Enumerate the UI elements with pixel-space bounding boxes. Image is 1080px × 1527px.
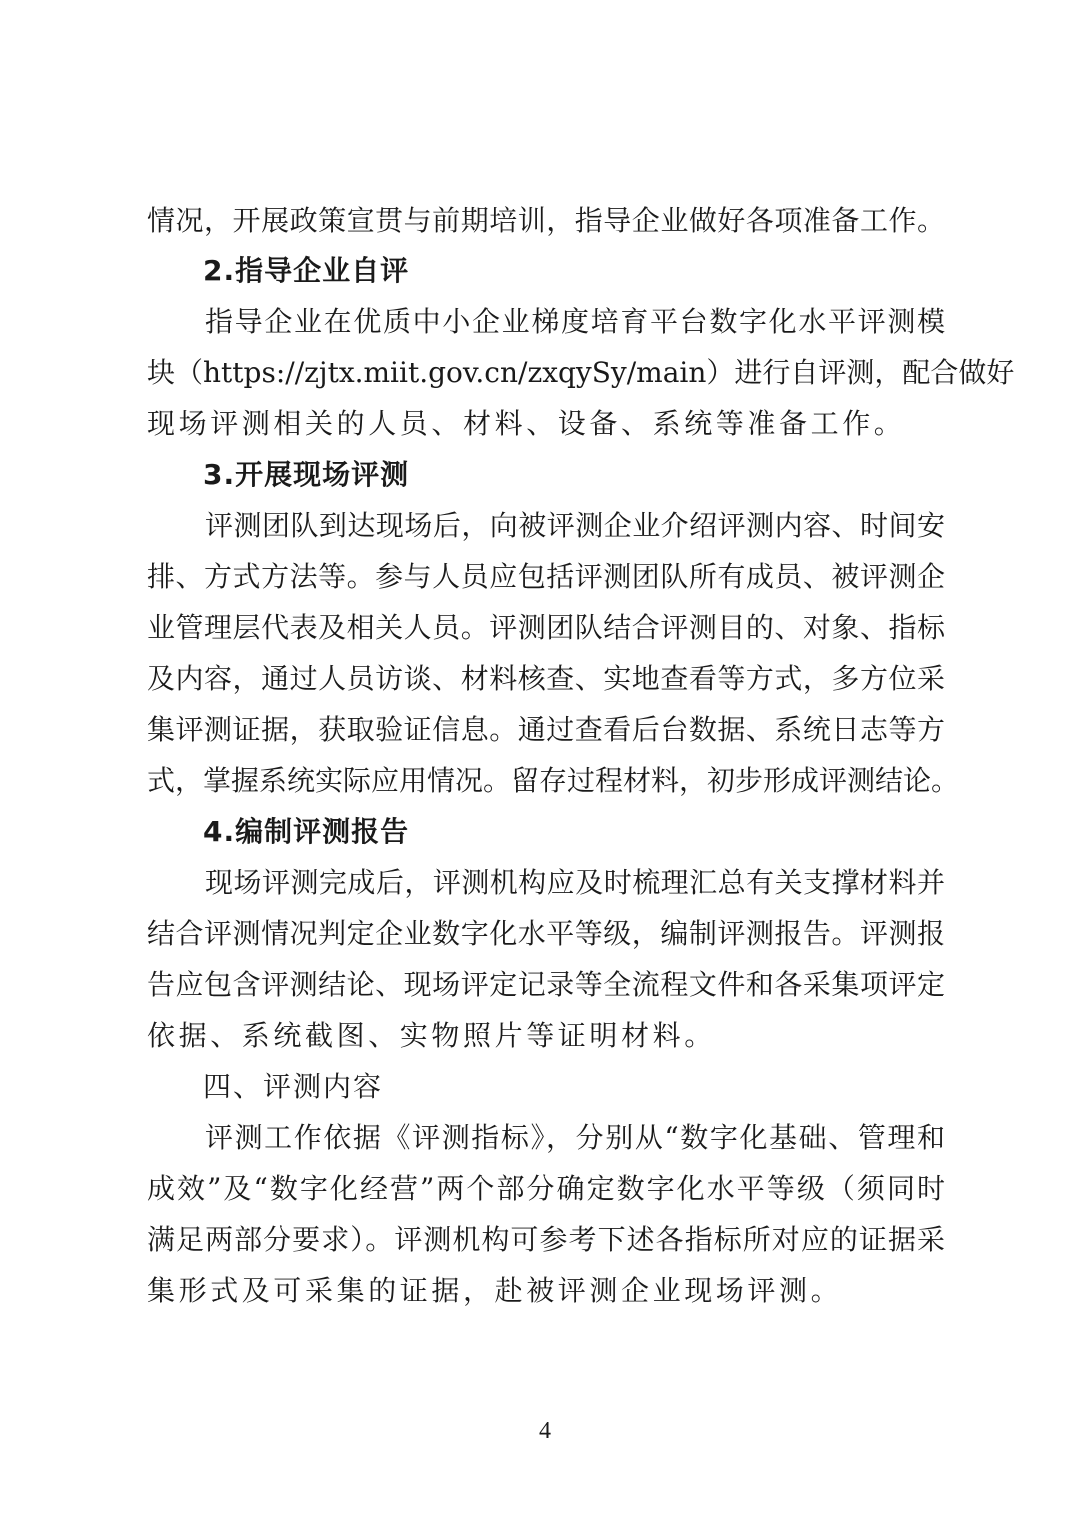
paragraph-line: 依据、系统截图、实物照片等证明材料。 [147, 1019, 716, 1052]
section-heading-onsite-assessment: 3.开展现场评测 [203, 458, 410, 491]
paragraph-line: 结合评测情况判定企业数字化水平等级，编制评测报告。评测报 [147, 917, 945, 950]
section-heading-content: 四、评测内容 [203, 1070, 384, 1103]
paragraph-line: 业管理层代表及相关人员。评测团队结合评测目的、对象、指标 [147, 611, 945, 644]
paragraph-line: 及内容，通过人员访谈、材料核查、实地查看等方式，多方位采 [147, 662, 945, 695]
paragraph-line: 告应包含评测结论、现场评定记录等全流程文件和各采集项评定 [147, 968, 945, 1001]
paragraph-line: 成效”及“数字化经营”两个部分确定数字化水平等级（须同时 [147, 1172, 945, 1205]
paragraph-line-with-url: 块（https://zjtx.miit.gov.cn/zxqySy/main）进行自评测，配合做好 [147, 356, 1015, 389]
paragraph-line: 评测团队到达现场后，向被评测企业介绍评测内容、时间安 [205, 509, 945, 542]
paragraph-line: 排、方式方法等。参与人员应包括评测团队所有成员、被评测企 [147, 560, 945, 593]
paragraph-line: 满足两部分要求）。评测机构可参考下述各指标所对应的证据采 [147, 1223, 945, 1256]
paragraph-line: 现场评测完成后，评测机构应及时梳理汇总有关支撑材料并 [205, 866, 945, 899]
section-heading-report: 4.编制评测报告 [203, 815, 410, 848]
paragraph-line: 式，掌握系统实际应用情况。留存过程材料，初步形成评测结论。 [147, 764, 960, 797]
paragraph-line: 现场评测相关的人员、材料、设备、系统等准备工作。 [147, 407, 906, 440]
paragraph-line: 集评测证据，获取验证信息。通过查看后台数据、系统日志等方 [147, 713, 945, 746]
paragraph-line: 指导企业在优质中小企业梯度培育平台数字化水平评测模 [205, 305, 945, 338]
paragraph-line: 集形式及可采集的证据，赴被评测企业现场评测。 [147, 1274, 843, 1307]
page-number: 4 [539, 1418, 551, 1444]
paragraph-line: 情况，开展政策宣贯与前期培训，指导企业做好各项准备工作。 [147, 204, 945, 237]
section-heading-self-assessment: 2.指导企业自评 [203, 254, 410, 287]
paragraph-line: 评测工作依据《评测指标》，分别从“数字化基础、管理和 [205, 1121, 945, 1154]
